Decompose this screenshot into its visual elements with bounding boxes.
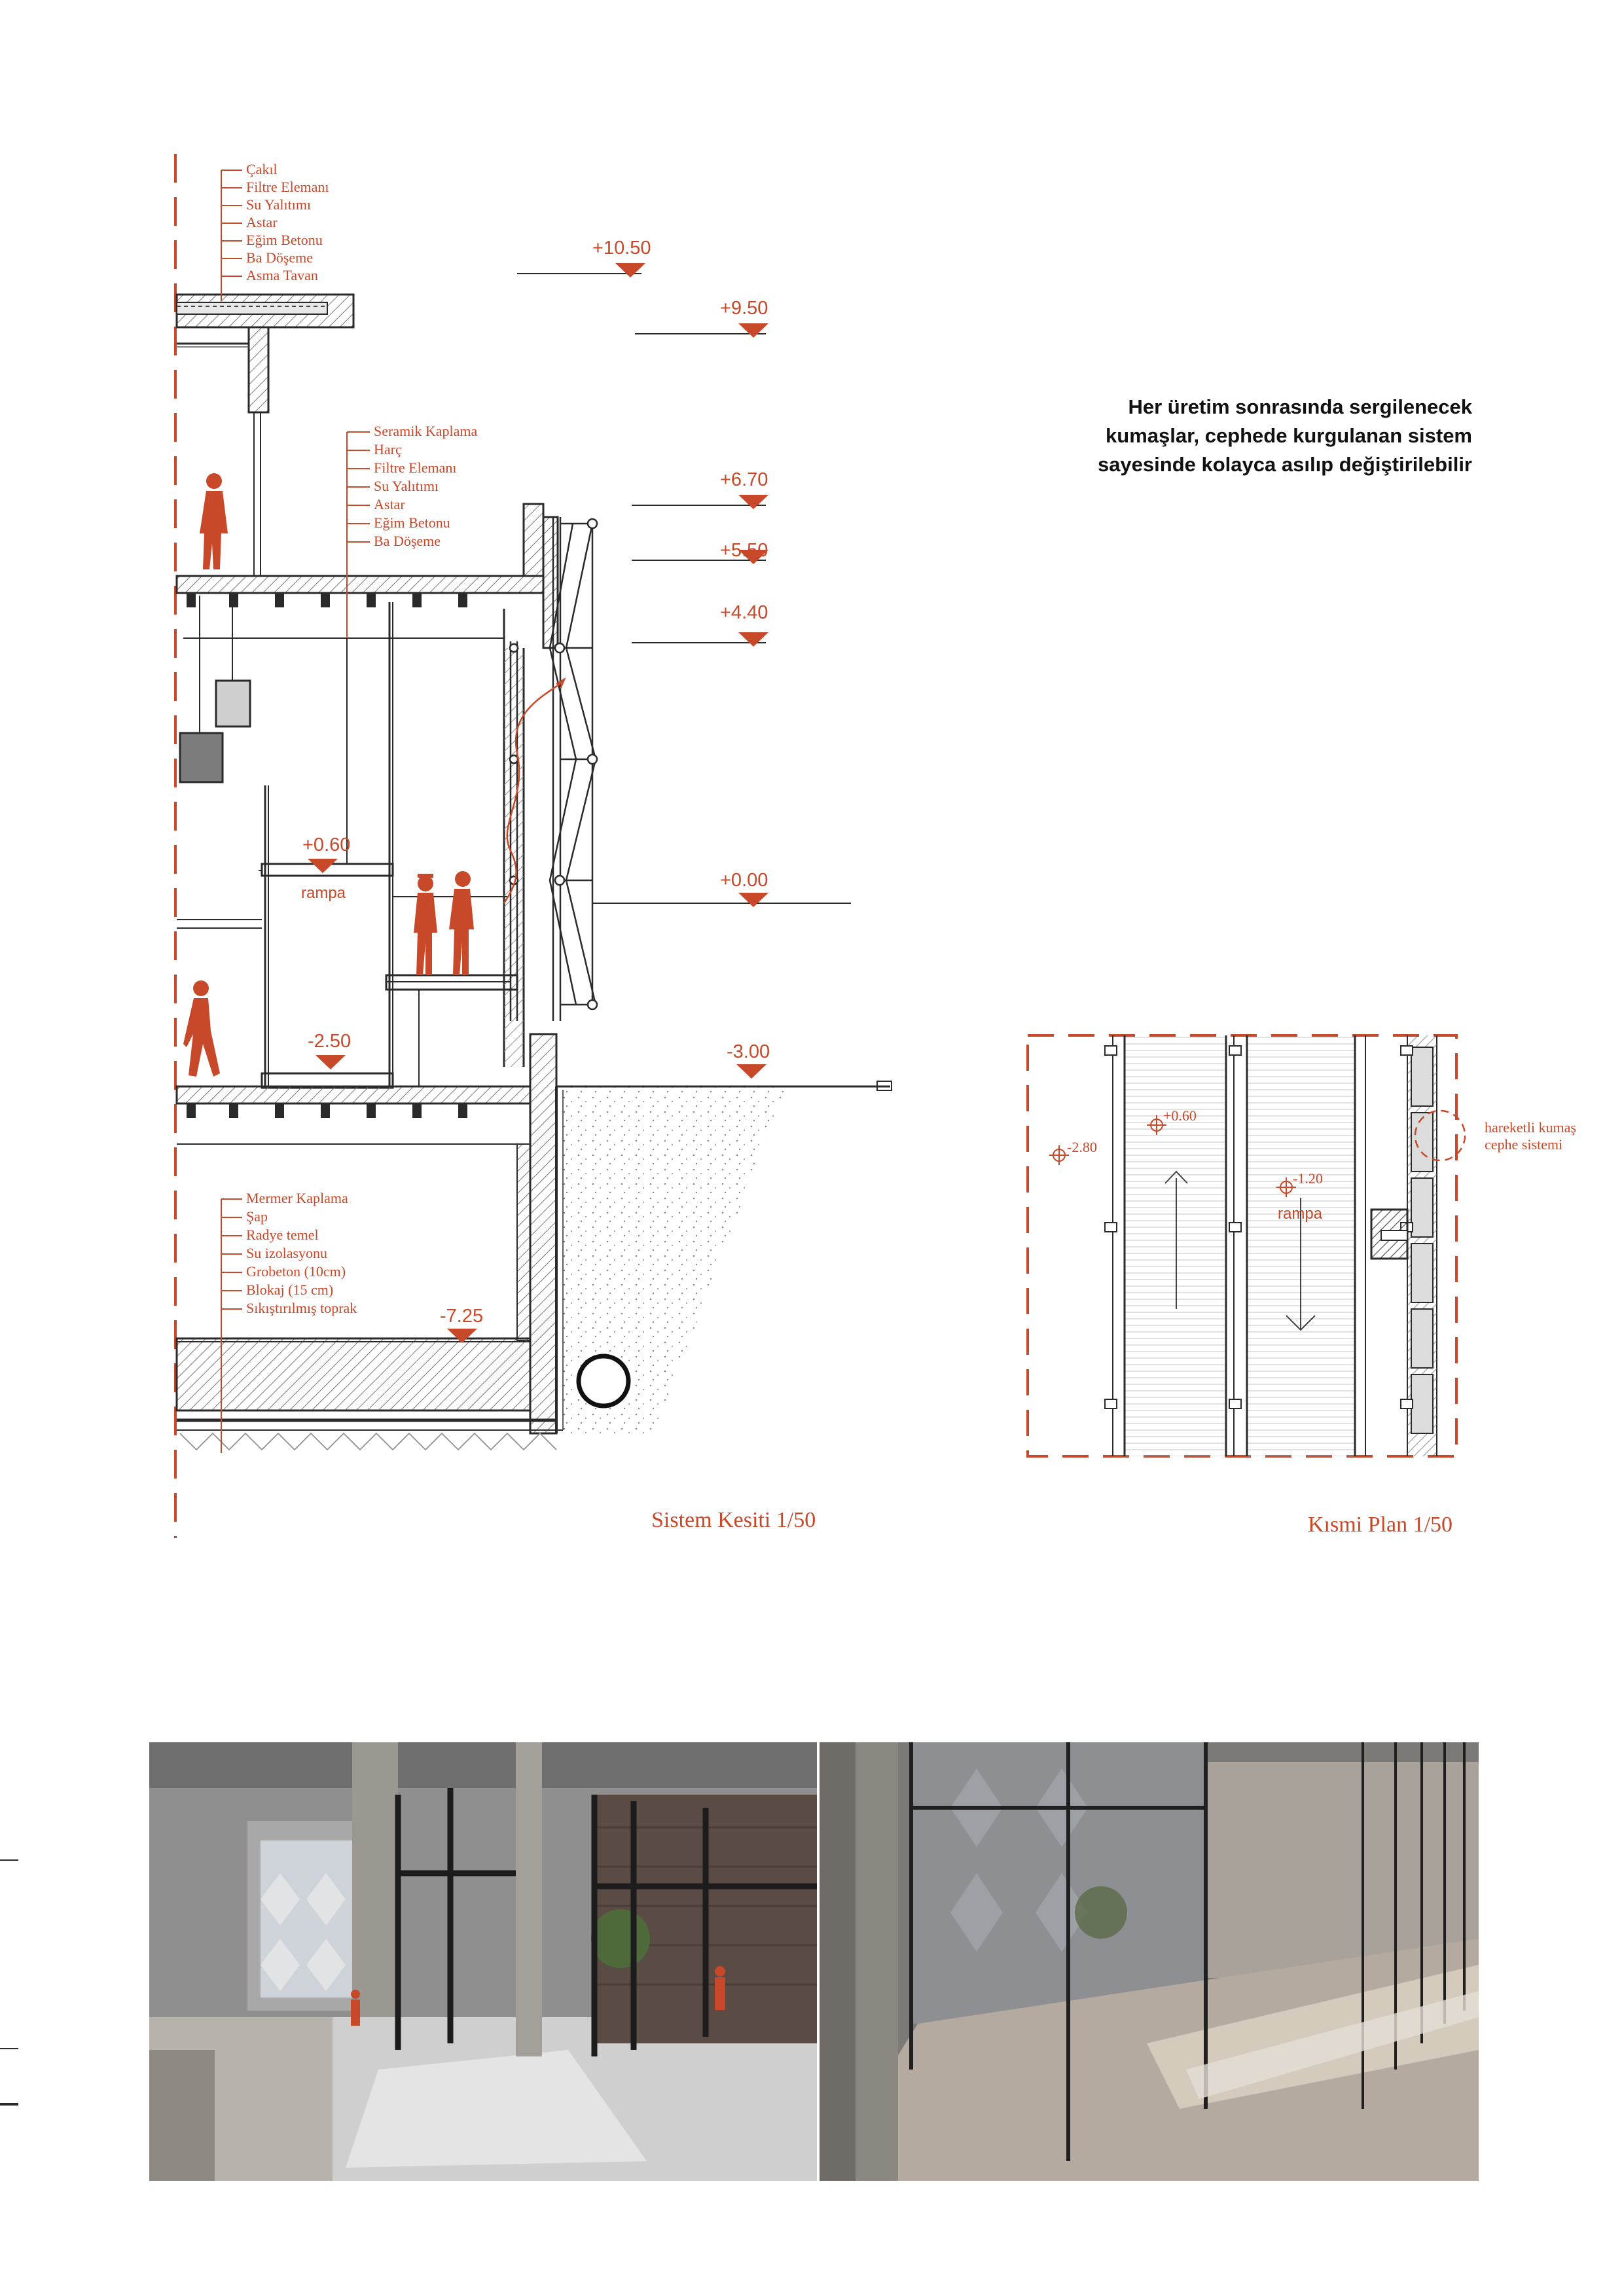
roof-layer-2: Filtre Elemanı: [246, 179, 329, 195]
plan-level-left: -2.80: [1067, 1139, 1097, 1155]
margin-marks: [0, 1860, 18, 2104]
level-440: +4.40: [720, 602, 768, 623]
plan-ramp-label: rampa: [1278, 1205, 1323, 1223]
foundation-layer-4: Su izolasyonu: [246, 1245, 328, 1261]
section-title: Sistem Kesiti 1/50: [651, 1508, 816, 1532]
headline-line-1: Her üretim sonrasında sergilenecek: [1128, 395, 1472, 418]
level-m725: -7.25: [440, 1306, 484, 1327]
floor-layer-5: Astar: [374, 496, 405, 512]
roof-slab: [177, 295, 353, 576]
system-section-drawing: [175, 154, 892, 1538]
roof-layer-1: Çakıl: [246, 161, 278, 177]
level-000: +0.00: [720, 870, 768, 891]
plan-note-line2: cephe sistemi: [1485, 1136, 1563, 1153]
plan-level-ramp-up: +0.60: [1163, 1107, 1197, 1124]
hanging-exhibit: [180, 596, 250, 782]
ramp-label-section: rampa: [301, 884, 346, 902]
level-060: +0.60: [302, 834, 351, 855]
roof-layer-7: Asma Tavan: [246, 267, 318, 283]
floor-layer-3: Filtre Elemanı: [374, 459, 457, 476]
level-1050: +10.50: [592, 238, 651, 259]
foundation-layer-5: Grobeton (10cm): [246, 1263, 346, 1280]
roof-layer-6: Ba Döşeme: [246, 249, 314, 266]
headline-line-2: kumaşlar, cephede kurgulanan sistem: [1106, 424, 1472, 447]
foundation-layer-1: Mermer Kaplama: [246, 1190, 348, 1206]
floor-layer-2: Harç: [374, 441, 402, 457]
plan-level-ramp-down: -1.20: [1293, 1170, 1323, 1187]
level-950: +9.50: [720, 298, 768, 319]
plan-note-line1: hareketli kumaş: [1485, 1119, 1576, 1136]
foundation-layer-6: Blokaj (15 cm): [246, 1282, 334, 1298]
roof-layer-3: Su Yalıtımı: [246, 196, 312, 213]
foundation-layer-2: Şap: [246, 1208, 268, 1225]
floor-layer-1: Seramik Kaplama: [374, 423, 478, 439]
level-550: +5.50: [720, 540, 768, 561]
foundation-layer-3: Radye temel: [246, 1227, 319, 1243]
foundation-layer-7: Sıkıştırılmış toprak: [246, 1300, 357, 1316]
interior-entrance-render: [149, 1742, 817, 2181]
floor-layer-6: Eğim Betonu: [374, 514, 450, 531]
foundation-raft: [177, 1338, 563, 1450]
partial-plan-drawing: [1028, 1035, 1576, 1537]
headline-line-3: sayesinde kolayca asılıp değiştirilebilir: [1097, 453, 1472, 476]
interior-ramp-render: [820, 1742, 1479, 2181]
level-670: +6.70: [720, 469, 768, 490]
level-m250: -2.50: [308, 1031, 352, 1052]
headline: [883, 393, 1472, 479]
level-m300: -3.00: [727, 1041, 770, 1062]
roof-layer-4: Astar: [246, 214, 278, 230]
drain-pipe: [579, 1356, 628, 1406]
soil-backfill: [556, 1081, 892, 1433]
floor-layer-4: Su Yalıtımı: [374, 478, 439, 494]
human-figures: [183, 473, 474, 1077]
roof-layer-5: Eğim Betonu: [246, 232, 323, 248]
plan-title: Kısmi Plan 1/50: [1308, 1513, 1453, 1537]
floor-layer-7: Ba Döşeme: [374, 533, 441, 549]
